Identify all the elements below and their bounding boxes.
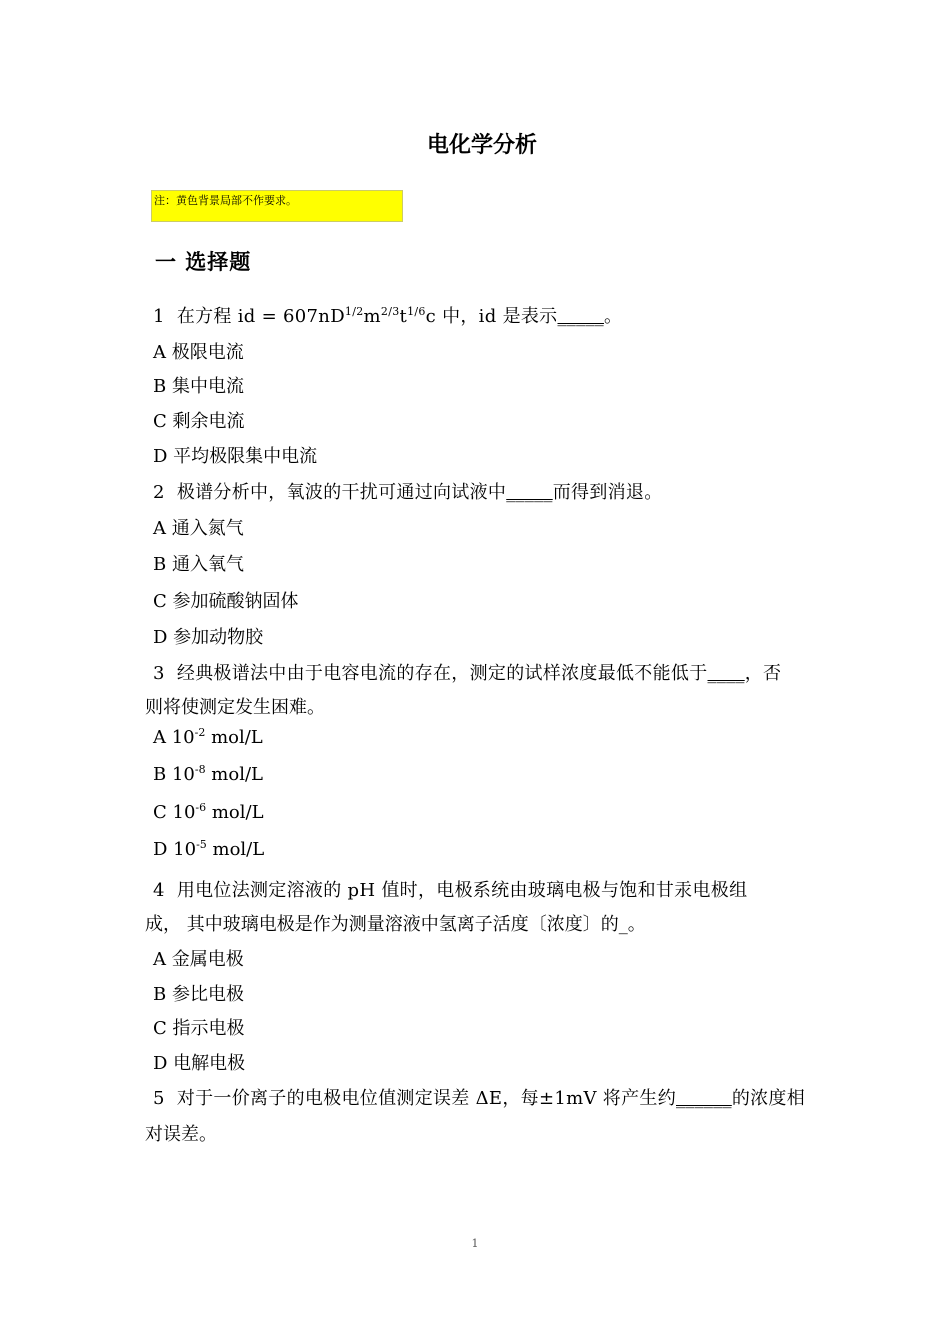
question-number: 1	[153, 306, 165, 327]
option-b: B 通入氧气	[153, 554, 244, 575]
answer-blank: ____	[707, 663, 745, 684]
option-d: D 参加动物胶	[153, 627, 264, 648]
option-c: C $10^{-6}$ mol/L	[153, 801, 264, 823]
option-a: A $10^{-2}$ mol/L	[153, 726, 263, 748]
option-c: C 参加硫酸钠固体	[153, 591, 299, 612]
note-text: 注：黄色背景局部不作要求。	[154, 194, 297, 207]
question-number: 5	[153, 1088, 165, 1109]
question-number: 4	[153, 880, 165, 901]
section-heading: 一 选择题	[155, 250, 252, 274]
option-b: B 集中电流	[153, 376, 244, 397]
document-title: 电化学分析	[426, 133, 537, 158]
question-3-continuation: 则将使测定发生困难。	[145, 697, 325, 718]
question-number: 3	[153, 663, 165, 684]
option-a: A 通入氮气	[153, 518, 244, 539]
page-number: 1	[471, 1237, 479, 1250]
option-d: D 平均极限集中电流	[153, 446, 318, 467]
option-c: C 剩余电流	[153, 411, 245, 432]
option-a: A 极限电流	[153, 342, 244, 363]
question-4: 4 用电位法测定溶液的 pH 值时，电极系统由玻璃电极与饱和甘汞电极组	[153, 880, 748, 901]
question-5-continuation: 对误差。	[145, 1124, 217, 1145]
option-b: B 参比电极	[153, 984, 244, 1005]
option-b: B $10^{-8}$ mol/L	[153, 763, 263, 785]
option-d: D $10^{-5}$ mol/L	[153, 838, 265, 860]
question-2: 2 极谱分析中，氧波的干扰可通过向试液中_____而得到消退。	[153, 482, 663, 503]
question-number: 2	[153, 482, 165, 503]
question-1: 1 在方程 id = $607nD^{1/2}m^{2/3}t^{1/6}c$ 中，id 是表示_____。	[153, 305, 623, 327]
answer-blank: ______	[676, 1088, 732, 1109]
answer-blank: _____	[557, 306, 604, 327]
option-d: D 电解电极	[153, 1053, 246, 1074]
question-5: 5 对于一价离子的电极电位值测定误差 ΔE，每±1mV 将产生约______的浓度相	[153, 1088, 806, 1109]
question-3: 3 经典极谱法中由于电容电流的存在，测定的试样浓度最低不能低于____，否	[153, 663, 782, 684]
option-a: A 金属电极	[153, 949, 244, 970]
option-c: C 指示电极	[153, 1018, 245, 1039]
answer-blank: _____	[506, 482, 553, 503]
question-4-continuation: 成， 其中玻璃电极是作为测量溶液中氢离子活度〔浓度〕的_。	[145, 914, 646, 935]
note-highlight-box	[151, 190, 403, 222]
